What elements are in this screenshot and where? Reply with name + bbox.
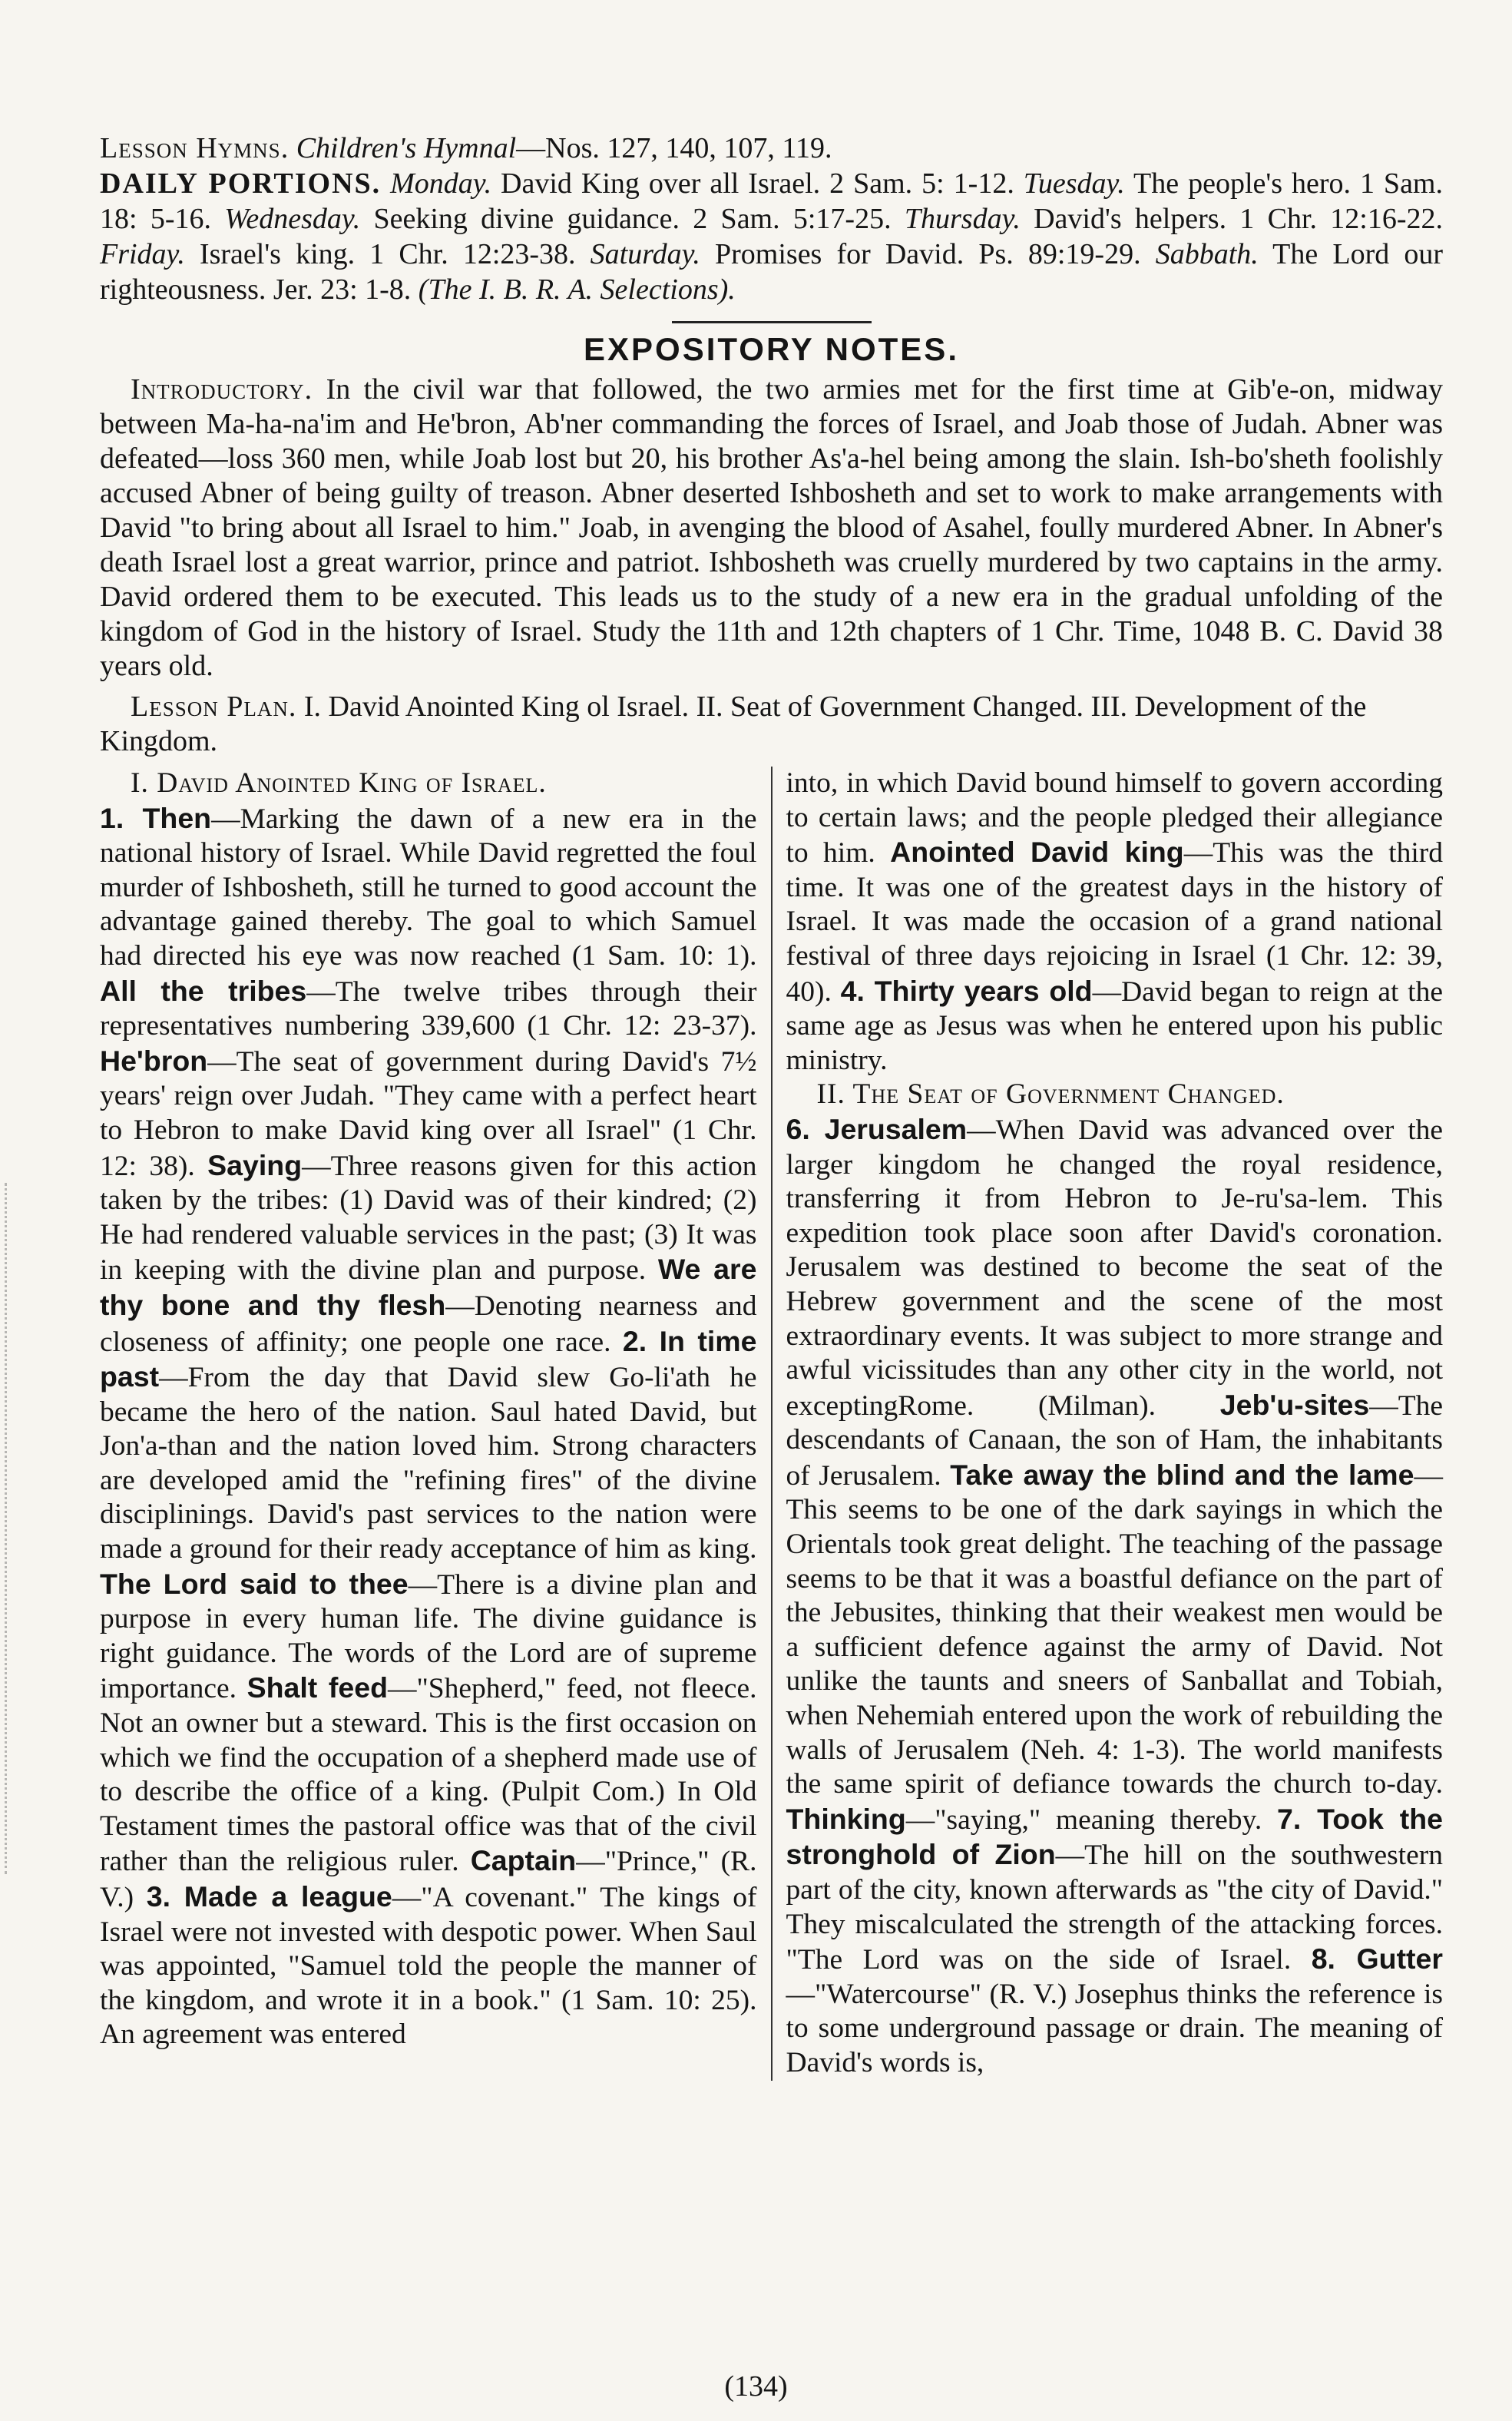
note-jebusites: —The descendants of Canaan, the son of Ham, the inhabitants of Jerusalem. — [786, 1389, 1443, 1492]
hymnal-title: Children's Hymnal — [296, 132, 517, 164]
note-saying: —Three reasons given for this action taken by the tribes: (1) David was of their kindred; (2) He had rendered valuable services in the past; (3) It was in keeping with the divine plan and purpose. — [100, 1150, 757, 1287]
daily-portions — [100, 166, 1443, 307]
keyword-gutter: 8. Gutter — [1311, 1942, 1443, 1976]
heading-text: II. The Seat of Government Changed. — [816, 1078, 1285, 1111]
section-heading-seat — [786, 1078, 1444, 1112]
note-blind-and-lame: —This seems to be one of the dark sayings in which the Orientals took great delight. The teaching of the passage seems to be that it was a boastful defiance on the part of the Jebusites, thinking that their weakest men would be a sufficient defence against the army of David. Not unlike the taunts and sneers of Sanballat and Tobiah, when Nehemiah entered upon the work of rebuilding the walls of Jerusalem (Neh. 4: 1-3). The world manifests the same spirit of defiance towards the church to-day. — [786, 1459, 1444, 1800]
scan-margin-marks — [5, 1183, 38, 1874]
lesson-plan — [100, 690, 1443, 759]
note-continuation: into, in which David bound himself to govern according to certain laws; and the people pledged their allegiance to him. — [786, 767, 1443, 869]
keyword-anointed-david-king: Anointed David king — [890, 836, 1184, 869]
intro-text: In the civil war that followed, the two armies met for the first time at Gib'e-on, midway between Ma-ha-na'im and He'bron, Ab'ner commanding the forces of Israel, and Joab those of Judah. Abner was defeated—loss 360 men, while Joab lost but 20, his brother As'a-hel being among the slain. Ish-bo'sheth foolishly accused Abner of being guilty of treason. Abner deserted Ishbosheth and set to work to make arrangements with David "to bring about all Israel to him." Joab, in avenging the blood of Asahel, foully murdered Abner. In Abner's death Israel lost a great warrior, prince and patriot. Ishbosheth was cruelly murdered by two captains in the army. David ordered them to be executed. This leads us to the study of a new era in the gradual unfolding of the kingdom of God in the history of Israel. Study the 11th and 12th chapters of 1 Chr. Time, 1048 B. C. David 38 years old. — [100, 373, 1443, 682]
note-lord-said: —There is a divine plan and purpose in every human life. The divine guidance is right guidance. The words of the Lord are of supreme importance. — [100, 1568, 757, 1705]
day-monday: Monday. — [390, 167, 492, 200]
note-captain: —"Prince," (R. V.) — [100, 1846, 757, 1913]
right-column — [773, 767, 1444, 2081]
lesson-header — [100, 131, 1443, 307]
heading-text: I. David Anointed King of Israel. — [131, 767, 547, 799]
hymn-numbers: —Nos. 127, 140, 107, 119. — [516, 132, 832, 164]
note-thinking: —"saying," meaning thereby. — [905, 1803, 1278, 1836]
day-saturday: Saturday. — [590, 238, 700, 270]
note-stronghold-of-zion: —The hill on the southwestern part of the city, known afterwards as "the city of David." They miscalculated the strength of the attacking forces. "The Lord was on the side of Israel. — [786, 1840, 1443, 1976]
note-then: —Marking the dawn of a new era in the national history of Israel. While David regretted the foul murder of Ishbosheth, still he turned to good account the advantage gained thereby. The goal to which Samuel had directed his eye was now reached (1 Sam. 10: 1). — [100, 803, 757, 972]
note-anointed-david-king: —This was the third time. It was one of the greatest days in the history of Israel. It was made the occasion of a grand national festival of three days rejoicing in Israel (1 Chr. 12: 39, 40). — [786, 837, 1443, 1008]
keyword-thirty-years-old: 4. Thirty years old — [840, 974, 1093, 1007]
lesson-hymns — [100, 131, 1443, 166]
reading-monday: David King over all Israel. 2 Sam. 5: 1-12. — [491, 167, 1024, 200]
keyword-jebusites: Jeb'u-sites — [1219, 1388, 1370, 1421]
note-in-time-past: —From the day that David slew Go-li'ath he became the hero of the nation. Saul hated David, but Jon'a-than and the nation loved him. Strong characters are developed amid the "refining fires" of the divine disciplinings. David's past services to the nation were made a ground for their ready acceptance of him as king. — [100, 1362, 757, 1565]
left-notes — [100, 801, 757, 2052]
note-jerusalem: —When David was advanced over the larger kingdom he changed the royal residence, transferring it from Hebron to Je-ru'sa-lem. This expedition took place soon after David's coronation. Jerusalem was destined to become the seat of the Hebrew government and the scene of the most extraordinary events. It was subject to more strange and awful vicissitudes than any other city in the world, not exceptingRome. (Milman). — [786, 1114, 1444, 1422]
right-notes-2 — [786, 1112, 1444, 2081]
plan-label: Lesson Plan. — [131, 691, 297, 723]
right-notes-1 — [786, 767, 1444, 1078]
note-gutter: —"Watercourse" (R. V.) Josephus thinks the reference is to some underground passage or drain. The meaning of David's words is, — [786, 1978, 1443, 2078]
keyword-thinking: Thinking — [786, 1802, 906, 1835]
day-thursday: Thursday. — [904, 203, 1021, 235]
hymns-label: Lesson Hymns. — [100, 132, 289, 164]
left-column — [100, 767, 773, 2081]
notes-title: EXPOSITORY NOTES. — [583, 331, 959, 367]
keyword-then: 1. Then — [100, 801, 212, 834]
reading-saturday: Promises for David. Ps. 89:19-29. — [700, 238, 1156, 270]
two-column-notes — [100, 767, 1443, 2081]
keyword-saying: Saying — [207, 1148, 303, 1181]
keyword-captain: Captain — [470, 1844, 577, 1877]
day-sabbath: Sabbath. — [1155, 238, 1259, 270]
note-shalt-feed: —"Shepherd," feed, not fleece. Not an owner but a steward. This is the first occasion on which we find the occupation of a shepherd made use of to describe the office of a king. (Pulpit Com.) In Old Testament times the pastoral office was that of the civil rather than the religious ruler. — [100, 1673, 757, 1878]
page-number: (134) — [724, 2370, 788, 2403]
day-wednesday: Wednesday. — [224, 203, 361, 235]
note-bone-and-flesh: —Denoting nearness and closeness of affinity; one people one race. — [100, 1290, 757, 1358]
keyword-jerusalem: 6. Jerusalem — [786, 1112, 968, 1145]
reading-tuesday: The people's hero. 1 Sam. 18: 5-16. — [100, 167, 1443, 235]
note-all-the-tribes: —The twelve tribes through their representatives numbering 339,600 (1 Chr. 12: 23-37). — [100, 975, 757, 1042]
keyword-all-the-tribes: All the tribes — [100, 974, 307, 1007]
introductory-paragraph — [100, 373, 1443, 684]
keyword-lord-said: The Lord said to thee — [100, 1567, 409, 1600]
header-rule — [672, 321, 872, 323]
day-tuesday: Tuesday. — [1023, 167, 1125, 200]
keyword-hebron: He'bron — [100, 1044, 208, 1077]
keyword-stronghold-of-zion: 7. Took the stronghold of Zion — [786, 1802, 1443, 1871]
keyword-shalt-feed: Shalt feed — [246, 1671, 388, 1704]
daily-label: DAILY PORTIONS. — [100, 167, 382, 200]
intro-label: Introductory. — [131, 373, 313, 406]
selections-credit: (The I. B. R. A. Selections). — [418, 273, 736, 306]
reading-thursday: David's helpers. 1 Chr. 12:16-22. — [1020, 203, 1443, 235]
reading-sabbath: The Lord our righteousness. Jer. 23: 1-8. — [100, 238, 1443, 306]
note-made-a-league: —"A covenant." The kings of Israel were not invested with despotic power. When Saul was appointed, "Samuel told the people the manner of the kingdom, and wrote it in a book." (1 Sam. 10: 25). An agreement was entered — [100, 1882, 757, 2051]
keyword-blind-and-lame: Take away the blind and the lame — [950, 1458, 1414, 1491]
keyword-made-a-league: 3. Made a league — [146, 1880, 392, 1913]
keyword-bone-and-flesh: We are thy bone and thy flesh — [100, 1253, 757, 1321]
reading-wednesday: Seeking divine guidance. 2 Sam. 5:17-25. — [360, 203, 905, 235]
reading-friday: Israel's king. 1 Chr. 12:23-38. — [184, 238, 591, 270]
keyword-in-time-past: 2. In time past — [100, 1324, 757, 1393]
note-thirty-years-old: —David began to reign at the same age as Jesus was when he entered upon his public ministry. — [786, 975, 1443, 1076]
plan-text: I. David Anointed King ol Israel. II. Seat of Government Changed. III. Development of the Kingdom. — [100, 691, 1367, 757]
day-friday: Friday. — [100, 238, 185, 270]
note-hebron: —The seat of government during David's 7½ years' reign over Judah. "They came with a perfect heart to Hebron to make David king over all Israel" (1 Chr. 12: 38). — [100, 1045, 757, 1182]
section-heading-anointed — [100, 767, 757, 801]
